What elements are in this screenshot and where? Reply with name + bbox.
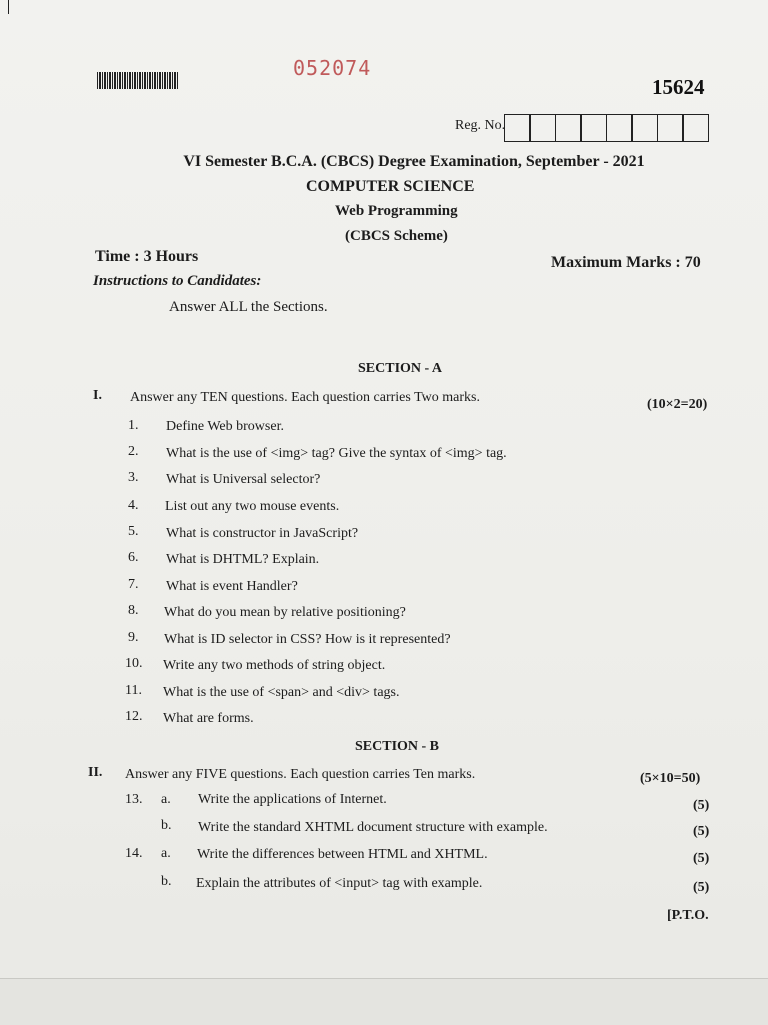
- reg-box: [529, 114, 556, 142]
- question-text: Write the applications of Internet.: [198, 792, 387, 807]
- question-number: 9.: [128, 630, 139, 645]
- question-part: b.: [161, 874, 172, 889]
- scan-mark: [8, 0, 9, 14]
- reg-box: [580, 114, 607, 142]
- section-b-roman: II.: [88, 765, 103, 780]
- question-number: 1.: [128, 418, 139, 433]
- question-number: 3.: [128, 470, 139, 485]
- paper-title: Web Programming: [335, 203, 458, 219]
- instructions-heading: Instructions to Candidates:: [93, 273, 262, 289]
- question-text: What is the use of <span> and <div> tags.: [163, 685, 400, 700]
- question-number: 12.: [125, 709, 143, 724]
- question-marks: (5): [693, 798, 710, 813]
- question-text: List out any two mouse events.: [165, 499, 340, 514]
- question-text: Explain the attributes of <input> tag with example.: [196, 876, 483, 891]
- section-a-instruction: Answer any TEN questions. Each question carries Two marks.: [130, 390, 480, 405]
- reg-box: [504, 114, 531, 142]
- section-b-marks: (5×10=50): [640, 771, 701, 786]
- please-turn-over: [P.T.O.: [667, 908, 709, 923]
- question-number: 2.: [128, 444, 139, 459]
- question-marks: (5): [693, 824, 710, 839]
- question-text: What is the use of <img> tag? Give the syntax of <img> tag.: [166, 446, 507, 461]
- reg-box: [657, 114, 684, 142]
- maximum-marks: Maximum Marks : 70: [551, 254, 701, 271]
- question-text: What is DHTML? Explain.: [166, 552, 320, 567]
- question-text: Write any two methods of string object.: [163, 658, 386, 673]
- instructions-text: Answer ALL the Sections.: [169, 299, 328, 315]
- reg-no-boxes: [505, 114, 709, 142]
- question-number: 8.: [128, 603, 139, 618]
- section-a-marks: (10×2=20): [647, 397, 708, 412]
- question-number: 10.: [125, 656, 143, 671]
- question-text: What is constructor in JavaScript?: [166, 526, 359, 541]
- reg-box: [631, 114, 658, 142]
- serial-stamp: 052074: [293, 56, 372, 80]
- question-text: Define Web browser.: [166, 419, 284, 434]
- paper-code: 15624: [652, 75, 705, 99]
- question-number: 5.: [128, 524, 139, 539]
- reg-box: [555, 114, 582, 142]
- reg-box: [682, 114, 709, 142]
- question-text: Write the standard XHTML document structure with example.: [198, 820, 548, 835]
- exam-title-wrap: [0, 153, 768, 171]
- question-number: 11.: [125, 683, 142, 698]
- section-a-roman: I.: [93, 388, 102, 403]
- question-part: a.: [161, 792, 171, 807]
- question-marks: (5): [693, 880, 710, 895]
- question-text: What is Universal selector?: [166, 472, 321, 487]
- barcode: [97, 72, 179, 89]
- question-number: 14.: [125, 846, 143, 861]
- question-number: 7.: [128, 577, 139, 592]
- page-edge: [0, 978, 768, 1025]
- question-part: a.: [161, 846, 171, 861]
- reg-no-label: Reg. No.: [455, 118, 506, 133]
- question-text: What is ID selector in CSS? How is it represented?: [164, 632, 451, 647]
- section-b-title: SECTION - B: [355, 739, 440, 754]
- question-text: Write the differences between HTML and XHTML.: [197, 847, 488, 862]
- question-text: What are forms.: [163, 711, 254, 726]
- section-b-instruction: Answer any FIVE questions. Each question carries Ten marks.: [125, 767, 476, 782]
- subject-title: COMPUTER SCIENCE: [306, 178, 475, 195]
- question-number: 4.: [128, 498, 139, 513]
- exam-title: VI Semester B.C.A. (CBCS) Degree Examination, September - 2021: [183, 153, 645, 170]
- reg-box: [606, 114, 633, 142]
- scheme-title: (CBCS Scheme): [345, 228, 448, 244]
- question-number: 13.: [125, 792, 143, 807]
- question-text: What do you mean by relative positioning?: [164, 605, 406, 620]
- question-number: 6.: [128, 550, 139, 565]
- question-marks: (5): [693, 851, 710, 866]
- section-a-title: SECTION - A: [358, 361, 443, 376]
- question-text: What is event Handler?: [166, 579, 298, 594]
- question-part: b.: [161, 818, 172, 833]
- time-allowed: Time : 3 Hours: [95, 248, 199, 265]
